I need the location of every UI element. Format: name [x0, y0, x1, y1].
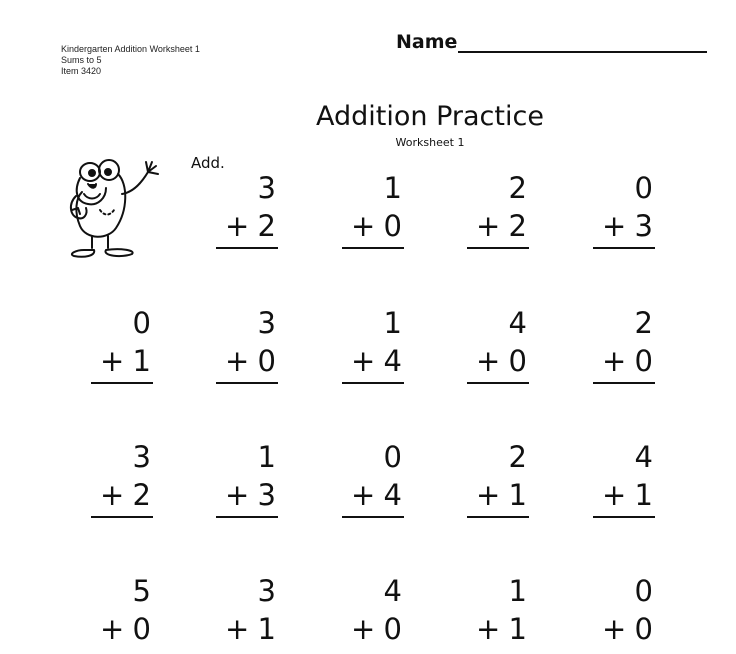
addend-bottom: 0 [383, 612, 402, 646]
problem-6 [216, 306, 278, 386]
addend-top: 4 [634, 440, 653, 474]
page-title: Addition Practice [316, 101, 544, 132]
answer-line[interactable] [216, 247, 278, 249]
problem-18 [467, 574, 529, 654]
addend-bottom: 2 [508, 209, 527, 243]
plus-sign: + [100, 344, 125, 378]
plus-sign: + [476, 478, 501, 512]
addend-bottom: 2 [132, 478, 151, 512]
addend-bottom: 0 [634, 612, 653, 646]
addend-bottom: 1 [257, 612, 276, 646]
plus-sign: + [225, 612, 250, 646]
plus-sign: + [476, 612, 501, 646]
addend-bottom: 0 [634, 344, 653, 378]
plus-sign: + [602, 478, 627, 512]
problem-5 [91, 306, 153, 386]
addend-top: 2 [508, 171, 527, 205]
plus-sign: + [100, 478, 125, 512]
addend-bottom: 0 [508, 344, 527, 378]
addend-top: 3 [132, 440, 151, 474]
answer-line[interactable] [467, 382, 529, 384]
plus-sign: + [225, 478, 250, 512]
answer-line[interactable] [593, 382, 655, 384]
addend-bottom: 1 [508, 612, 527, 646]
addend-top: 1 [257, 440, 276, 474]
meta-item: Item 3420 [61, 66, 102, 76]
answer-line[interactable] [342, 247, 404, 249]
plus-sign: + [476, 209, 501, 243]
plus-sign: + [100, 612, 125, 646]
problem-14 [593, 440, 655, 520]
problem-10 [91, 440, 153, 520]
answer-line[interactable] [216, 516, 278, 518]
problem-7 [342, 306, 404, 386]
plus-sign: + [225, 344, 250, 378]
addend-top: 3 [257, 306, 276, 340]
worksheet-meta [61, 44, 200, 77]
problem-12 [342, 440, 404, 520]
addend-top: 3 [257, 171, 276, 205]
answer-line[interactable] [467, 516, 529, 518]
answer-line[interactable] [467, 247, 529, 249]
page-subtitle: Worksheet 1 [395, 136, 465, 149]
answer-line[interactable] [593, 516, 655, 518]
addend-top: 1 [383, 171, 402, 205]
addend-bottom: 4 [383, 344, 402, 378]
meta-range: Sums to 5 [61, 55, 102, 65]
plus-sign: + [476, 344, 501, 378]
frog-icon [62, 150, 174, 260]
problem-9 [593, 306, 655, 386]
addend-top: 4 [508, 306, 527, 340]
meta-title: Kindergarten Addition Worksheet 1 [61, 44, 200, 54]
plus-sign: + [602, 612, 627, 646]
plus-sign: + [351, 344, 376, 378]
addend-top: 0 [383, 440, 402, 474]
name-label: Name [396, 31, 458, 53]
name-field[interactable] [396, 31, 457, 53]
addend-bottom: 2 [257, 209, 276, 243]
addend-top: 3 [257, 574, 276, 608]
problem-13 [467, 440, 529, 520]
addend-bottom: 1 [132, 344, 151, 378]
addend-top: 1 [508, 574, 527, 608]
answer-line[interactable] [91, 382, 153, 384]
addend-top: 0 [634, 574, 653, 608]
problem-17 [342, 574, 404, 654]
problem-8 [467, 306, 529, 386]
addend-bottom: 1 [508, 478, 527, 512]
problem-2 [342, 171, 404, 251]
name-line[interactable] [458, 51, 707, 53]
addend-bottom: 4 [383, 478, 402, 512]
addend-top: 2 [508, 440, 527, 474]
answer-line[interactable] [342, 516, 404, 518]
addend-bottom: 0 [257, 344, 276, 378]
problem-4 [593, 171, 655, 251]
plus-sign: + [602, 209, 627, 243]
plus-sign: + [351, 478, 376, 512]
addend-bottom: 0 [132, 612, 151, 646]
answer-line[interactable] [593, 247, 655, 249]
addend-top: 0 [634, 171, 653, 205]
problem-16 [216, 574, 278, 654]
problem-11 [216, 440, 278, 520]
addend-bottom: 3 [634, 209, 653, 243]
addend-top: 5 [132, 574, 151, 608]
addend-bottom: 1 [634, 478, 653, 512]
addend-bottom: 0 [383, 209, 402, 243]
plus-sign: + [351, 612, 376, 646]
problem-15 [91, 574, 153, 654]
plus-sign: + [602, 344, 627, 378]
addend-top: 2 [634, 306, 653, 340]
problem-19 [593, 574, 655, 654]
addend-top: 4 [383, 574, 402, 608]
addend-top: 0 [132, 306, 151, 340]
answer-line[interactable] [91, 516, 153, 518]
plus-sign: + [351, 209, 376, 243]
instruction-label: Add. [191, 154, 225, 172]
answer-line[interactable] [342, 382, 404, 384]
addend-top: 1 [383, 306, 402, 340]
problem-3 [467, 171, 529, 251]
plus-sign: + [225, 209, 250, 243]
addend-bottom: 3 [257, 478, 276, 512]
problem-1 [216, 171, 278, 251]
answer-line[interactable] [216, 382, 278, 384]
